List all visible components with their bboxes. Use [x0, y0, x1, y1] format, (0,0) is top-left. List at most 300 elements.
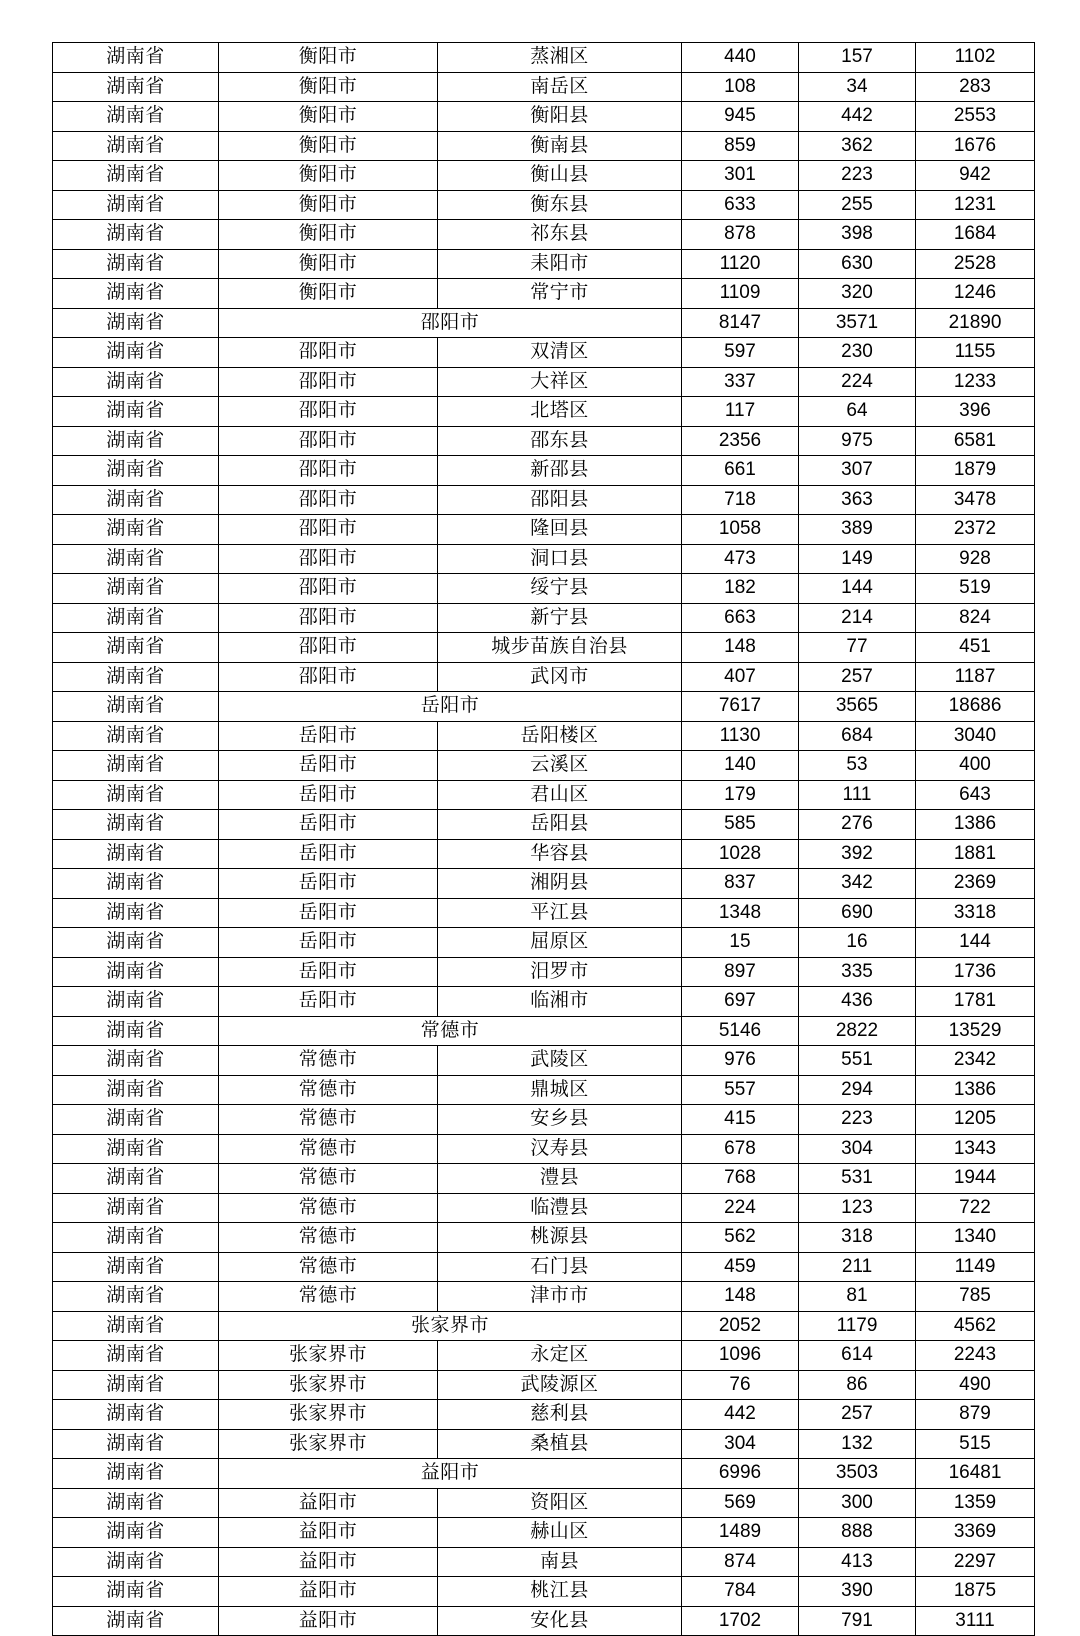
- cell-province: 湖南省: [53, 1075, 219, 1105]
- cell-value-1: 1120: [682, 249, 799, 279]
- cell-value-2: 149: [799, 544, 916, 574]
- cell-value-1: 148: [682, 1282, 799, 1312]
- cell-district: 岳阳楼区: [438, 721, 682, 751]
- table-row: [53, 1252, 1035, 1282]
- cell-district: 新邵县: [438, 456, 682, 486]
- cell-province: 湖南省: [53, 102, 219, 132]
- cell-value-1: 633: [682, 190, 799, 220]
- cell-city: 衡阳市: [219, 220, 438, 250]
- cell-value-2: 257: [799, 1400, 916, 1430]
- cell-district: 绥宁县: [438, 574, 682, 604]
- cell-province: 湖南省: [53, 456, 219, 486]
- cell-district: 桃江县: [438, 1577, 682, 1607]
- cell-province: 湖南省: [53, 839, 219, 869]
- cell-district: 鼎城区: [438, 1075, 682, 1105]
- cell-district: 耒阳市: [438, 249, 682, 279]
- cell-value-1: 874: [682, 1547, 799, 1577]
- cell-value-1: 301: [682, 161, 799, 191]
- table-row: [53, 1547, 1035, 1577]
- cell-city: 邵阳市: [219, 515, 438, 545]
- cell-city-total: 岳阳市: [219, 692, 682, 722]
- cell-value-1: 569: [682, 1488, 799, 1518]
- cell-value-1: 108: [682, 72, 799, 102]
- cell-district: 汉寿县: [438, 1134, 682, 1164]
- table-row: [53, 633, 1035, 663]
- cell-value-1: 597: [682, 338, 799, 368]
- cell-value-2: 255: [799, 190, 916, 220]
- cell-value-2: 2822: [799, 1016, 916, 1046]
- cell-province: 湖南省: [53, 1016, 219, 1046]
- cell-district: 慈利县: [438, 1400, 682, 1430]
- cell-province: 湖南省: [53, 1311, 219, 1341]
- cell-value-1: 1109: [682, 279, 799, 309]
- cell-value-2: 318: [799, 1223, 916, 1253]
- cell-value-2: 123: [799, 1193, 916, 1223]
- cell-city: 邵阳市: [219, 338, 438, 368]
- cell-district: 平江县: [438, 898, 682, 928]
- cell-value-3: 1205: [916, 1105, 1035, 1135]
- cell-value-2: 551: [799, 1046, 916, 1076]
- cell-city: 张家界市: [219, 1429, 438, 1459]
- cell-value-3: 2297: [916, 1547, 1035, 1577]
- table-row: [53, 1105, 1035, 1135]
- cell-value-1: 2052: [682, 1311, 799, 1341]
- cell-district: 临湘市: [438, 987, 682, 1017]
- cell-city: 衡阳市: [219, 72, 438, 102]
- cell-value-3: 3111: [916, 1606, 1035, 1636]
- cell-district: 资阳区: [438, 1488, 682, 1518]
- cell-value-3: 2372: [916, 515, 1035, 545]
- table-row: [53, 869, 1035, 899]
- cell-province: 湖南省: [53, 1164, 219, 1194]
- cell-district: 大祥区: [438, 367, 682, 397]
- cell-value-1: 179: [682, 780, 799, 810]
- cell-value-1: 697: [682, 987, 799, 1017]
- cell-value-3: 4562: [916, 1311, 1035, 1341]
- table-row: [53, 1488, 1035, 1518]
- cell-value-2: 34: [799, 72, 916, 102]
- cell-value-2: 342: [799, 869, 916, 899]
- cell-district: 桃源县: [438, 1223, 682, 1253]
- cell-province: 湖南省: [53, 1046, 219, 1076]
- cell-value-1: 837: [682, 869, 799, 899]
- cell-value-3: 490: [916, 1370, 1035, 1400]
- cell-value-3: 2528: [916, 249, 1035, 279]
- cell-value-3: 2553: [916, 102, 1035, 132]
- cell-value-2: 398: [799, 220, 916, 250]
- table-row: [53, 1606, 1035, 1636]
- cell-value-1: 718: [682, 485, 799, 515]
- cell-value-2: 144: [799, 574, 916, 604]
- cell-value-2: 442: [799, 102, 916, 132]
- cell-value-1: 6996: [682, 1459, 799, 1489]
- cell-value-2: 211: [799, 1252, 916, 1282]
- cell-city: 岳阳市: [219, 957, 438, 987]
- cell-value-2: 630: [799, 249, 916, 279]
- cell-province: 湖南省: [53, 603, 219, 633]
- cell-value-2: 690: [799, 898, 916, 928]
- cell-value-2: 975: [799, 426, 916, 456]
- cell-value-2: 53: [799, 751, 916, 781]
- cell-value-3: 2342: [916, 1046, 1035, 1076]
- cell-value-2: 304: [799, 1134, 916, 1164]
- cell-city: 常德市: [219, 1164, 438, 1194]
- cell-city: 益阳市: [219, 1606, 438, 1636]
- cell-value-3: 1246: [916, 279, 1035, 309]
- table-row: [53, 751, 1035, 781]
- table-row: [53, 1577, 1035, 1607]
- table-row: [53, 928, 1035, 958]
- cell-value-2: 111: [799, 780, 916, 810]
- cell-city: 常德市: [219, 1134, 438, 1164]
- cell-value-3: 515: [916, 1429, 1035, 1459]
- table-row: [53, 367, 1035, 397]
- cell-district: 洞口县: [438, 544, 682, 574]
- table-row: [53, 1164, 1035, 1194]
- cell-province: 湖南省: [53, 1518, 219, 1548]
- cell-value-3: 879: [916, 1400, 1035, 1430]
- cell-province: 湖南省: [53, 220, 219, 250]
- cell-value-2: 223: [799, 1105, 916, 1135]
- table-row: [53, 721, 1035, 751]
- cell-city-total: 张家界市: [219, 1311, 682, 1341]
- cell-city: 邵阳市: [219, 662, 438, 692]
- cell-district: 屈原区: [438, 928, 682, 958]
- cell-value-3: 1781: [916, 987, 1035, 1017]
- cell-value-3: 1944: [916, 1164, 1035, 1194]
- cell-value-3: 1231: [916, 190, 1035, 220]
- table-row: [53, 898, 1035, 928]
- cell-district: 赫山区: [438, 1518, 682, 1548]
- cell-province: 湖南省: [53, 574, 219, 604]
- cell-value-1: 1702: [682, 1606, 799, 1636]
- table-row: [53, 131, 1035, 161]
- cell-district: 常宁市: [438, 279, 682, 309]
- cell-province: 湖南省: [53, 1223, 219, 1253]
- cell-value-2: 531: [799, 1164, 916, 1194]
- cell-province: 湖南省: [53, 43, 219, 73]
- cell-value-1: 442: [682, 1400, 799, 1430]
- table-row: [53, 1075, 1035, 1105]
- cell-city: 张家界市: [219, 1400, 438, 1430]
- cell-city: 衡阳市: [219, 131, 438, 161]
- cell-value-3: 1879: [916, 456, 1035, 486]
- cell-city: 邵阳市: [219, 367, 438, 397]
- cell-district: 祁东县: [438, 220, 682, 250]
- cell-value-2: 614: [799, 1341, 916, 1371]
- cell-city: 邵阳市: [219, 426, 438, 456]
- cell-value-1: 8147: [682, 308, 799, 338]
- cell-province: 湖南省: [53, 1429, 219, 1459]
- cell-city: 岳阳市: [219, 869, 438, 899]
- cell-district: 永定区: [438, 1341, 682, 1371]
- cell-city: 常德市: [219, 1193, 438, 1223]
- cell-value-1: 557: [682, 1075, 799, 1105]
- cell-district: 武陵区: [438, 1046, 682, 1076]
- cell-city: 岳阳市: [219, 839, 438, 869]
- cell-province: 湖南省: [53, 544, 219, 574]
- cell-value-3: 18686: [916, 692, 1035, 722]
- cell-city: 张家界市: [219, 1341, 438, 1371]
- cell-value-1: 859: [682, 131, 799, 161]
- cell-value-2: 1179: [799, 1311, 916, 1341]
- cell-province: 湖南省: [53, 279, 219, 309]
- cell-city: 常德市: [219, 1223, 438, 1253]
- cell-city-total: 常德市: [219, 1016, 682, 1046]
- cell-province: 湖南省: [53, 1341, 219, 1371]
- cell-district: 双清区: [438, 338, 682, 368]
- cell-value-3: 396: [916, 397, 1035, 427]
- cell-city: 益阳市: [219, 1488, 438, 1518]
- table-row: [53, 1370, 1035, 1400]
- cell-province: 湖南省: [53, 869, 219, 899]
- table-row: [53, 485, 1035, 515]
- cell-city: 常德市: [219, 1046, 438, 1076]
- cell-province: 湖南省: [53, 1193, 219, 1223]
- cell-value-1: 1096: [682, 1341, 799, 1371]
- cell-district: 安化县: [438, 1606, 682, 1636]
- table-row: [53, 72, 1035, 102]
- cell-value-3: 400: [916, 751, 1035, 781]
- cell-province: 湖南省: [53, 721, 219, 751]
- cell-value-2: 300: [799, 1488, 916, 1518]
- cell-value-2: 257: [799, 662, 916, 692]
- cell-value-1: 407: [682, 662, 799, 692]
- cell-district: 邵东县: [438, 426, 682, 456]
- cell-district: 隆回县: [438, 515, 682, 545]
- table-row: [53, 338, 1035, 368]
- cell-province: 湖南省: [53, 338, 219, 368]
- cell-value-1: 1348: [682, 898, 799, 928]
- cell-city: 岳阳市: [219, 780, 438, 810]
- cell-value-2: 363: [799, 485, 916, 515]
- cell-district: 新宁县: [438, 603, 682, 633]
- table-row: [53, 1341, 1035, 1371]
- cell-value-3: 16481: [916, 1459, 1035, 1489]
- cell-province: 湖南省: [53, 751, 219, 781]
- cell-value-3: 1676: [916, 131, 1035, 161]
- cell-value-3: 1155: [916, 338, 1035, 368]
- cell-province: 湖南省: [53, 426, 219, 456]
- cell-district: 武冈市: [438, 662, 682, 692]
- cell-district: 北塔区: [438, 397, 682, 427]
- cell-value-3: 283: [916, 72, 1035, 102]
- cell-district: 湘阴县: [438, 869, 682, 899]
- cell-value-1: 304: [682, 1429, 799, 1459]
- cell-value-3: 1684: [916, 220, 1035, 250]
- table-row: [53, 1518, 1035, 1548]
- cell-city: 益阳市: [219, 1577, 438, 1607]
- cell-value-2: 335: [799, 957, 916, 987]
- table-row: [53, 1223, 1035, 1253]
- cell-province: 湖南省: [53, 308, 219, 338]
- cell-value-3: 1233: [916, 367, 1035, 397]
- cell-value-2: 791: [799, 1606, 916, 1636]
- table-row: [53, 102, 1035, 132]
- cell-province: 湖南省: [53, 1459, 219, 1489]
- cell-district: 石门县: [438, 1252, 682, 1282]
- cell-value-1: 663: [682, 603, 799, 633]
- cell-value-1: 76: [682, 1370, 799, 1400]
- cell-value-3: 824: [916, 603, 1035, 633]
- cell-value-2: 16: [799, 928, 916, 958]
- cell-value-2: 888: [799, 1518, 916, 1548]
- cell-value-3: 1881: [916, 839, 1035, 869]
- cell-city-total: 益阳市: [219, 1459, 682, 1489]
- cell-district: 安乡县: [438, 1105, 682, 1135]
- cell-province: 湖南省: [53, 249, 219, 279]
- cell-city: 益阳市: [219, 1518, 438, 1548]
- cell-value-3: 21890: [916, 308, 1035, 338]
- cell-value-1: 117: [682, 397, 799, 427]
- cell-city: 益阳市: [219, 1547, 438, 1577]
- cell-province: 湖南省: [53, 957, 219, 987]
- cell-district: 衡东县: [438, 190, 682, 220]
- cell-value-3: 451: [916, 633, 1035, 663]
- cell-value-1: 224: [682, 1193, 799, 1223]
- cell-city: 岳阳市: [219, 810, 438, 840]
- cell-district: 邵阳县: [438, 485, 682, 515]
- cell-district: 衡山县: [438, 161, 682, 191]
- cell-province: 湖南省: [53, 1282, 219, 1312]
- cell-province: 湖南省: [53, 633, 219, 663]
- cell-district: 君山区: [438, 780, 682, 810]
- cell-value-1: 878: [682, 220, 799, 250]
- cell-value-1: 459: [682, 1252, 799, 1282]
- cell-city: 张家界市: [219, 1370, 438, 1400]
- cell-value-3: 13529: [916, 1016, 1035, 1046]
- cell-province: 湖南省: [53, 928, 219, 958]
- cell-province: 湖南省: [53, 397, 219, 427]
- cell-province: 湖南省: [53, 1488, 219, 1518]
- cell-value-1: 337: [682, 367, 799, 397]
- cell-province: 湖南省: [53, 131, 219, 161]
- cell-district: 云溪区: [438, 751, 682, 781]
- cell-province: 湖南省: [53, 367, 219, 397]
- cell-city: 衡阳市: [219, 249, 438, 279]
- cell-value-2: 77: [799, 633, 916, 663]
- cell-city: 邵阳市: [219, 485, 438, 515]
- cell-value-3: 785: [916, 1282, 1035, 1312]
- cell-city: 衡阳市: [219, 43, 438, 73]
- cell-value-3: 1359: [916, 1488, 1035, 1518]
- cell-value-1: 976: [682, 1046, 799, 1076]
- cell-value-1: 661: [682, 456, 799, 486]
- cell-district: 城步苗族自治县: [438, 633, 682, 663]
- cell-city: 岳阳市: [219, 721, 438, 751]
- table-row: [53, 810, 1035, 840]
- table-row: [53, 426, 1035, 456]
- cell-value-1: 182: [682, 574, 799, 604]
- cell-province: 湖南省: [53, 1547, 219, 1577]
- cell-value-2: 436: [799, 987, 916, 1017]
- table-row: [53, 780, 1035, 810]
- cell-district: 蒸湘区: [438, 43, 682, 73]
- cell-value-1: 415: [682, 1105, 799, 1135]
- cell-value-2: 81: [799, 1282, 916, 1312]
- cell-province: 湖南省: [53, 1400, 219, 1430]
- table-row: [53, 308, 1035, 338]
- cell-value-1: 2356: [682, 426, 799, 456]
- cell-value-2: 214: [799, 603, 916, 633]
- cell-value-2: 64: [799, 397, 916, 427]
- cell-district: 南岳区: [438, 72, 682, 102]
- cell-value-1: 562: [682, 1223, 799, 1253]
- cell-value-3: 1187: [916, 662, 1035, 692]
- cell-province: 湖南省: [53, 810, 219, 840]
- cell-value-3: 1343: [916, 1134, 1035, 1164]
- cell-city: 邵阳市: [219, 456, 438, 486]
- cell-value-3: 1149: [916, 1252, 1035, 1282]
- cell-province: 湖南省: [53, 1105, 219, 1135]
- cell-province: 湖南省: [53, 1370, 219, 1400]
- cell-province: 湖南省: [53, 190, 219, 220]
- cell-province: 湖南省: [53, 1577, 219, 1607]
- cell-value-2: 362: [799, 131, 916, 161]
- cell-value-3: 519: [916, 574, 1035, 604]
- cell-value-3: 722: [916, 1193, 1035, 1223]
- cell-district: 华容县: [438, 839, 682, 869]
- cell-province: 湖南省: [53, 515, 219, 545]
- cell-district: 澧县: [438, 1164, 682, 1194]
- cell-value-3: 6581: [916, 426, 1035, 456]
- cell-city-total: 邵阳市: [219, 308, 682, 338]
- table-row: [53, 1193, 1035, 1223]
- cell-city: 邵阳市: [219, 633, 438, 663]
- table-row: [53, 1134, 1035, 1164]
- cell-province: 湖南省: [53, 662, 219, 692]
- cell-value-2: 392: [799, 839, 916, 869]
- cell-city: 邵阳市: [219, 574, 438, 604]
- cell-province: 湖南省: [53, 898, 219, 928]
- cell-district: 南县: [438, 1547, 682, 1577]
- table-row: [53, 43, 1035, 73]
- cell-value-2: 3503: [799, 1459, 916, 1489]
- cell-value-2: 389: [799, 515, 916, 545]
- cell-value-3: 643: [916, 780, 1035, 810]
- cell-value-2: 320: [799, 279, 916, 309]
- cell-value-2: 86: [799, 1370, 916, 1400]
- cell-district: 临澧县: [438, 1193, 682, 1223]
- cell-value-3: 3318: [916, 898, 1035, 928]
- cell-district: 衡南县: [438, 131, 682, 161]
- table-row: [53, 249, 1035, 279]
- cell-value-2: 224: [799, 367, 916, 397]
- table-row: [53, 515, 1035, 545]
- cell-value-1: 678: [682, 1134, 799, 1164]
- cell-city: 岳阳市: [219, 928, 438, 958]
- cell-value-1: 1058: [682, 515, 799, 545]
- cell-province: 湖南省: [53, 1252, 219, 1282]
- cell-value-2: 390: [799, 1577, 916, 1607]
- cell-value-1: 7617: [682, 692, 799, 722]
- table-row: [53, 957, 1035, 987]
- cell-city: 常德市: [219, 1075, 438, 1105]
- cell-value-2: 276: [799, 810, 916, 840]
- table-row: [53, 161, 1035, 191]
- cell-value-2: 223: [799, 161, 916, 191]
- table-row: [53, 190, 1035, 220]
- cell-province: 湖南省: [53, 161, 219, 191]
- cell-district: 汨罗市: [438, 957, 682, 987]
- cell-value-2: 307: [799, 456, 916, 486]
- table-row: [53, 1400, 1035, 1430]
- cell-province: 湖南省: [53, 692, 219, 722]
- table-row: [53, 987, 1035, 1017]
- cell-province: 湖南省: [53, 485, 219, 515]
- table-row: [53, 1429, 1035, 1459]
- table-row: [53, 1459, 1035, 1489]
